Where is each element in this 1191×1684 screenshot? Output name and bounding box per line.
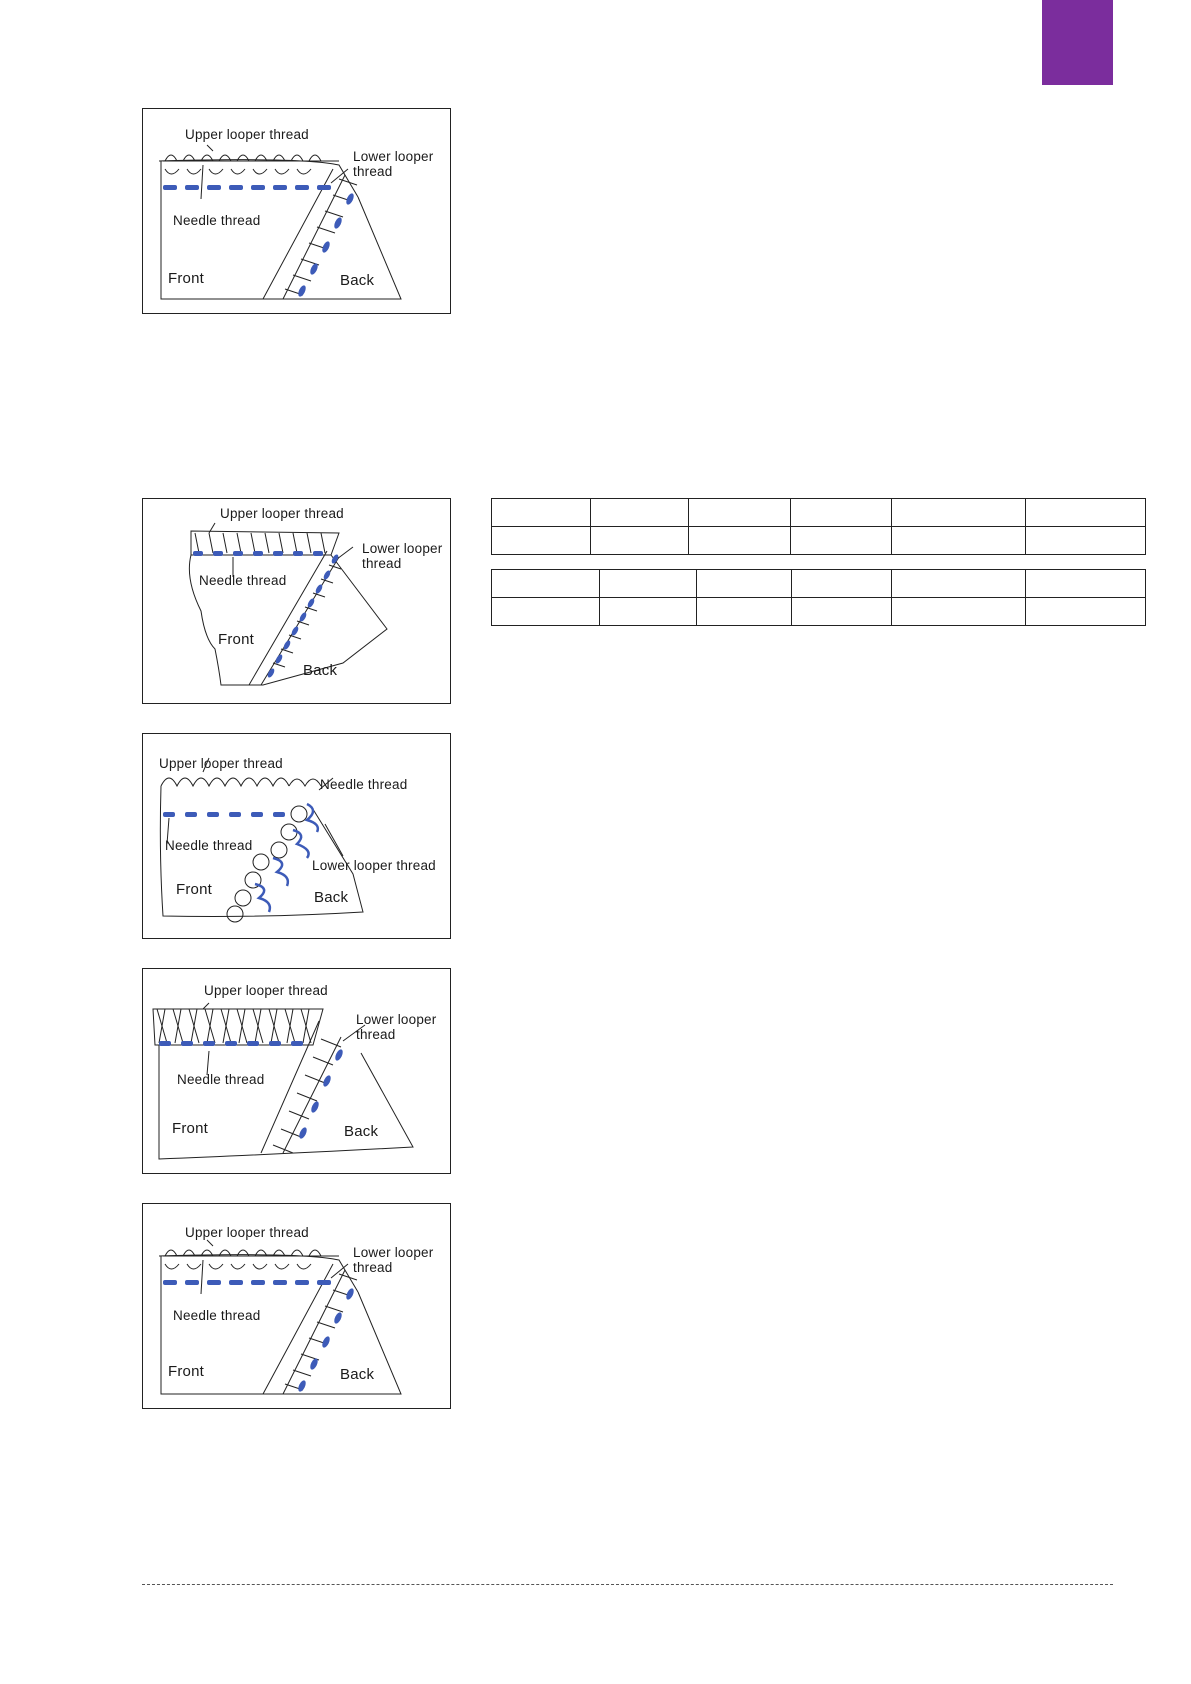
needle-thread-label: Needle thread bbox=[173, 1308, 261, 1323]
lower-looper-label-2: thread bbox=[362, 556, 402, 571]
lower-looper-label: Lower looper thread bbox=[312, 858, 436, 873]
table-cell bbox=[697, 570, 792, 598]
table-cell bbox=[492, 570, 600, 598]
lower-looper-label: Lower looper bbox=[353, 149, 434, 164]
table-cell bbox=[591, 527, 689, 555]
section-tab bbox=[1042, 0, 1113, 85]
footer-divider bbox=[142, 1584, 1113, 1585]
table-cell bbox=[591, 499, 689, 527]
table-cell bbox=[792, 570, 892, 598]
front-label: Front bbox=[176, 881, 213, 898]
lower-looper-label-2: thread bbox=[356, 1027, 396, 1042]
needle-thread-label: Needle thread bbox=[199, 573, 287, 588]
table-cell bbox=[600, 598, 697, 626]
overlock-stitch-diagram bbox=[143, 969, 450, 1173]
upper-looper-label: Upper looper thread bbox=[185, 1225, 309, 1240]
upper-looper-label: Upper looper thread bbox=[159, 756, 283, 771]
table-row bbox=[492, 570, 1146, 598]
table-cell bbox=[791, 499, 892, 527]
stitch-figure-1 bbox=[142, 108, 451, 314]
table-cell bbox=[697, 598, 792, 626]
stitch-figure-3 bbox=[142, 733, 451, 939]
lower-looper-label: Lower looper bbox=[356, 1012, 437, 1027]
lower-looper-label-2: thread bbox=[353, 1260, 393, 1275]
table-cell bbox=[892, 570, 1026, 598]
settings-table-2 bbox=[491, 569, 1146, 626]
needle-thread-label: Needle thread bbox=[173, 213, 261, 228]
table-cell bbox=[892, 527, 1026, 555]
lower-looper-label-2: thread bbox=[353, 164, 393, 179]
stitch-figure-4 bbox=[142, 968, 451, 1174]
table-cell bbox=[689, 527, 791, 555]
table-cell bbox=[1026, 570, 1146, 598]
stitch-figure-5 bbox=[142, 1203, 451, 1409]
table-cell bbox=[892, 499, 1026, 527]
table-cell bbox=[1026, 527, 1146, 555]
table-row bbox=[492, 598, 1146, 626]
needle-thread-label: Needle thread bbox=[165, 838, 253, 853]
overlock-stitch-diagram bbox=[143, 499, 450, 703]
back-label: Back bbox=[340, 1366, 375, 1383]
front-label: Front bbox=[168, 270, 205, 287]
table-cell bbox=[1026, 499, 1146, 527]
table-cell bbox=[492, 527, 591, 555]
front-label: Front bbox=[172, 1120, 209, 1137]
table-cell bbox=[792, 598, 892, 626]
upper-looper-label: Upper looper thread bbox=[204, 983, 328, 998]
table-row bbox=[492, 499, 1146, 527]
front-label: Front bbox=[168, 1363, 205, 1380]
lower-looper-label: Lower looper bbox=[353, 1245, 434, 1260]
table-cell bbox=[791, 527, 892, 555]
front-label: Front bbox=[218, 631, 255, 648]
settings-table-1 bbox=[491, 498, 1146, 555]
table-cell bbox=[492, 499, 591, 527]
lower-looper-label: Lower looper bbox=[362, 541, 443, 556]
table-cell bbox=[600, 570, 697, 598]
table-cell bbox=[892, 598, 1026, 626]
table-cell bbox=[492, 598, 600, 626]
upper-looper-label: Upper looper thread bbox=[220, 506, 344, 521]
stitch-figure-2 bbox=[142, 498, 451, 704]
upper-looper-label: Upper looper thread bbox=[185, 127, 309, 142]
back-label: Back bbox=[340, 272, 375, 289]
table-cell bbox=[1026, 598, 1146, 626]
back-label: Back bbox=[344, 1123, 379, 1140]
needle-thread-label: Needle thread bbox=[177, 1072, 265, 1087]
table-cell bbox=[689, 499, 791, 527]
back-label: Back bbox=[303, 662, 338, 679]
table-row bbox=[492, 527, 1146, 555]
back-label: Back bbox=[314, 889, 349, 906]
needle-thread-right-label: Needle thread bbox=[320, 777, 408, 792]
